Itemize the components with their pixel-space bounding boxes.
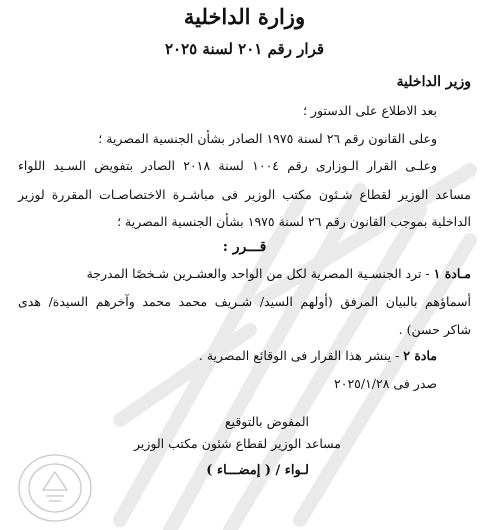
signature-title: مساعد الوزير لقطاع شئون مكتب الوزير <box>133 436 341 451</box>
signature-authorized: المفوض بالتوقيع <box>224 414 309 429</box>
article-2 <box>0 347 437 365</box>
article-1-line-2: أسماؤهم بالبيان المرفق (أولهم السيد/ شـريف محمد محمد وآخرهم السيدة/ هدى <box>18 294 471 309</box>
official-seal-icon <box>16 452 94 524</box>
preamble-line-2: وعلى القانون رقم ٢٦ لسنة ١٩٧٥ الصادر بشأن الجنسية المصرية ؛ <box>98 131 437 146</box>
decree-title: قرار رقم ٢٠١ لسنة ٢٠٢٥ <box>164 40 325 58</box>
article-1-line-1 <box>18 265 471 283</box>
signature-rank: لـواء / ( إمضـــاء ) <box>206 463 309 478</box>
preamble-line-5: الداخلية بموجب القانون رقم ٢٦ لسنة ١٩٧٥ بشأن الجنسية المصرية ؛ <box>117 214 471 229</box>
article-1-text-1: - ترد الجنسـية المصرية لكل من الواحد والعشـرين شـخصًا المدرجة <box>86 266 434 281</box>
article-1-line-3: شاكر حسن) . <box>398 322 471 337</box>
article-1-label: مـادة ١ <box>433 266 471 281</box>
issuer-heading: وزير الداخلية <box>396 74 471 90</box>
preamble-line-3: وعلـى القرار الـوزارى رقم ١٠٠٤ لسنة ٢٠١٨ الصادر بتفويض السـيد اللواء <box>18 158 437 173</box>
article-2-label: مادة ٢ <box>403 348 437 363</box>
decides-heading: قـــرر : <box>222 239 267 255</box>
preamble-line-4: مساعد الوزير لقطاع شـئون مكتب الوزير فى مباشـرة الاختصاصـات المقررة لوزير <box>18 187 471 202</box>
ministry-heading: وزارة الداخلية <box>183 4 306 29</box>
issued-date: صدر فى ٢٠٢٥/١/٢٨ <box>334 376 437 391</box>
article-2-text: - ينشر هذا القرار فى الوقائع المصرية . <box>198 348 404 363</box>
preamble-line-1: بعد الاطلاع على الدستور ؛ <box>302 103 437 118</box>
